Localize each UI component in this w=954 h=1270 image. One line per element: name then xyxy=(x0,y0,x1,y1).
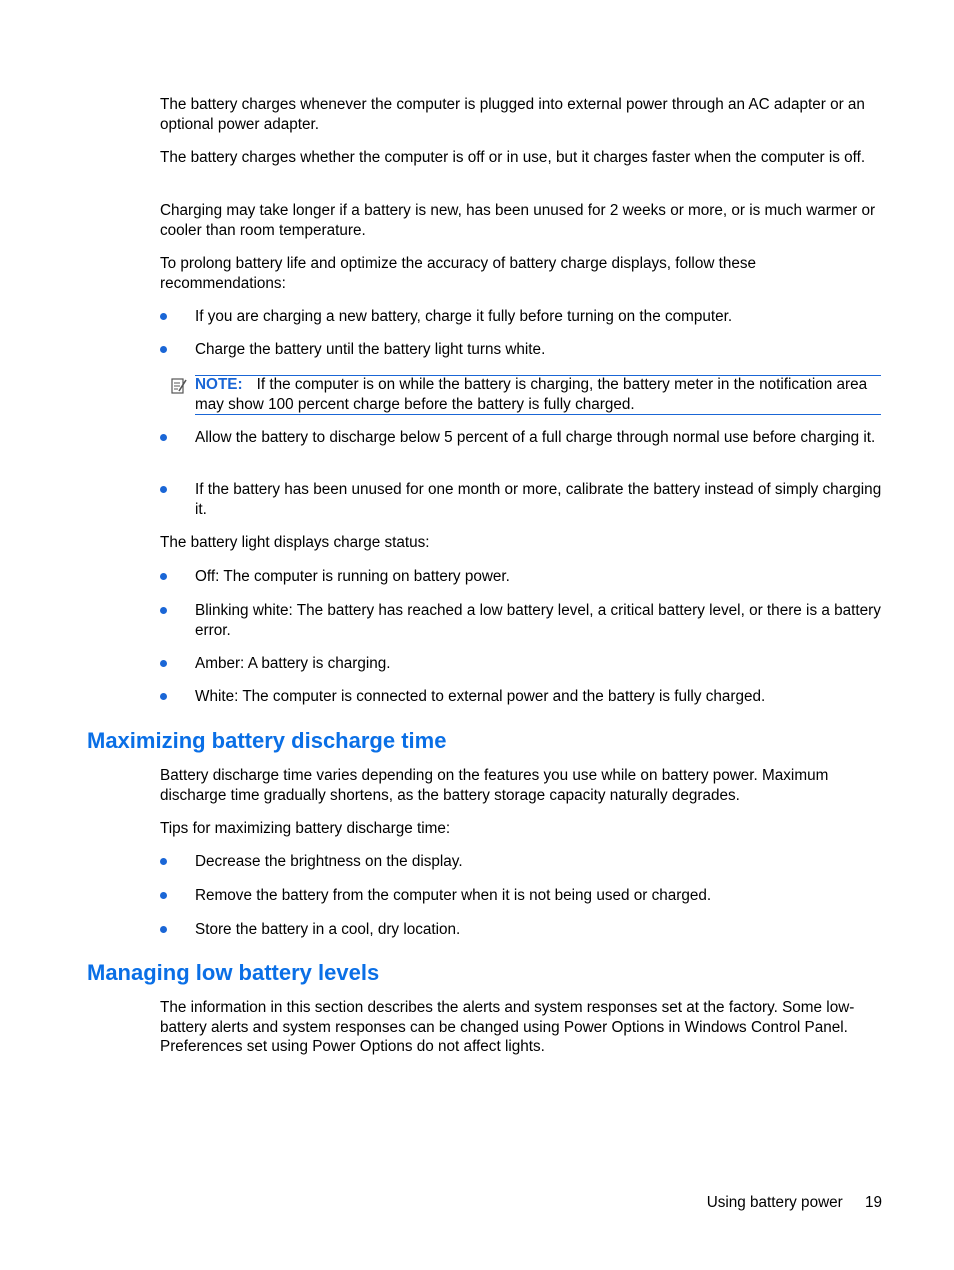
list-item-text: Blinking white: The battery has reached a low battery level, a critical battery level, or there is a battery error. xyxy=(195,602,881,639)
page-number: 19 xyxy=(864,1194,882,1211)
bullet-icon xyxy=(160,693,167,700)
footer-section-title: Using battery power xyxy=(706,1194,843,1211)
paragraph-low-battery-intro: The information in this section describes the alerts and system responses set at the factory. Some low-battery alerts and system responses can be changed using Power Options in Windows Control Panel. Preferences set using Power Options do not affect lights. xyxy=(160,999,855,1055)
list-item-text: If you are charging a new battery, charge it fully before turning on the computer. xyxy=(195,308,733,325)
paragraph-tips-intro: Tips for maximizing battery discharge time: xyxy=(160,820,451,837)
paragraph-charging-power: The battery charges whenever the computer is plugged into external power through an AC adapter or an optional power adapter. xyxy=(160,96,865,133)
bullet-icon xyxy=(160,434,167,441)
note-box xyxy=(195,375,881,415)
list-item-text: White: The computer is connected to external power and the battery is fully charged. xyxy=(195,688,766,705)
list-item-text: If the battery has been unused for one month or more, calibrate the battery instead of simply charging it. xyxy=(195,481,882,518)
bullet-icon xyxy=(160,892,167,899)
list-item-text: Store the battery in a cool, dry location. xyxy=(195,921,461,938)
note-text xyxy=(195,375,881,414)
list-item-text: Remove the battery from the computer when it is not being used or charged. xyxy=(195,887,712,904)
list-item-text: Amber: A battery is charging. xyxy=(195,655,391,672)
paragraph-recommendations-intro: To prolong battery life and optimize the accuracy of battery charge displays, follow these recommendations: xyxy=(160,255,757,292)
section-heading-maximizing: Maximizing battery discharge time xyxy=(87,728,447,753)
paragraph-status-intro: The battery light displays charge status: xyxy=(160,534,430,551)
note-icon xyxy=(170,377,188,395)
note-label: NOTE: xyxy=(195,376,243,393)
paragraph-discharge-intro: Battery discharge time varies depending on the features you use while on battery power. Maximum discharge time gradually shortens, as the battery storage capacity naturally degrades. xyxy=(160,767,829,804)
bullet-icon xyxy=(160,346,167,353)
bullet-icon xyxy=(160,660,167,667)
bullet-icon xyxy=(160,573,167,580)
bullet-icon xyxy=(160,607,167,614)
page-footer xyxy=(707,1193,882,1213)
bullet-icon xyxy=(160,926,167,933)
list-item-text: Charge the battery until the battery light turns white. xyxy=(195,341,546,358)
bullet-icon xyxy=(160,313,167,320)
list-item-text: Decrease the brightness on the display. xyxy=(195,853,463,870)
list-item-text: Allow the battery to discharge below 5 percent of a full charge through normal use before charging it. xyxy=(195,429,876,446)
paragraph-charging-state: The battery charges whether the computer is off or in use, but it charges faster when the computer is off. xyxy=(160,149,866,166)
bullet-icon xyxy=(160,858,167,865)
section-heading-managing: Managing low battery levels xyxy=(87,960,380,985)
paragraph-charging-time: Charging may take longer if a battery is new, has been unused for 2 weeks or more, or is much warmer or cooler than room temperature. xyxy=(160,202,876,239)
note-body: If the computer is on while the battery is charging, the battery meter in the notification area may show 100 percent charge before the battery is fully charged. xyxy=(195,376,868,413)
bullet-icon xyxy=(160,486,167,493)
list-item-text: Off: The computer is running on battery power. xyxy=(195,568,510,585)
